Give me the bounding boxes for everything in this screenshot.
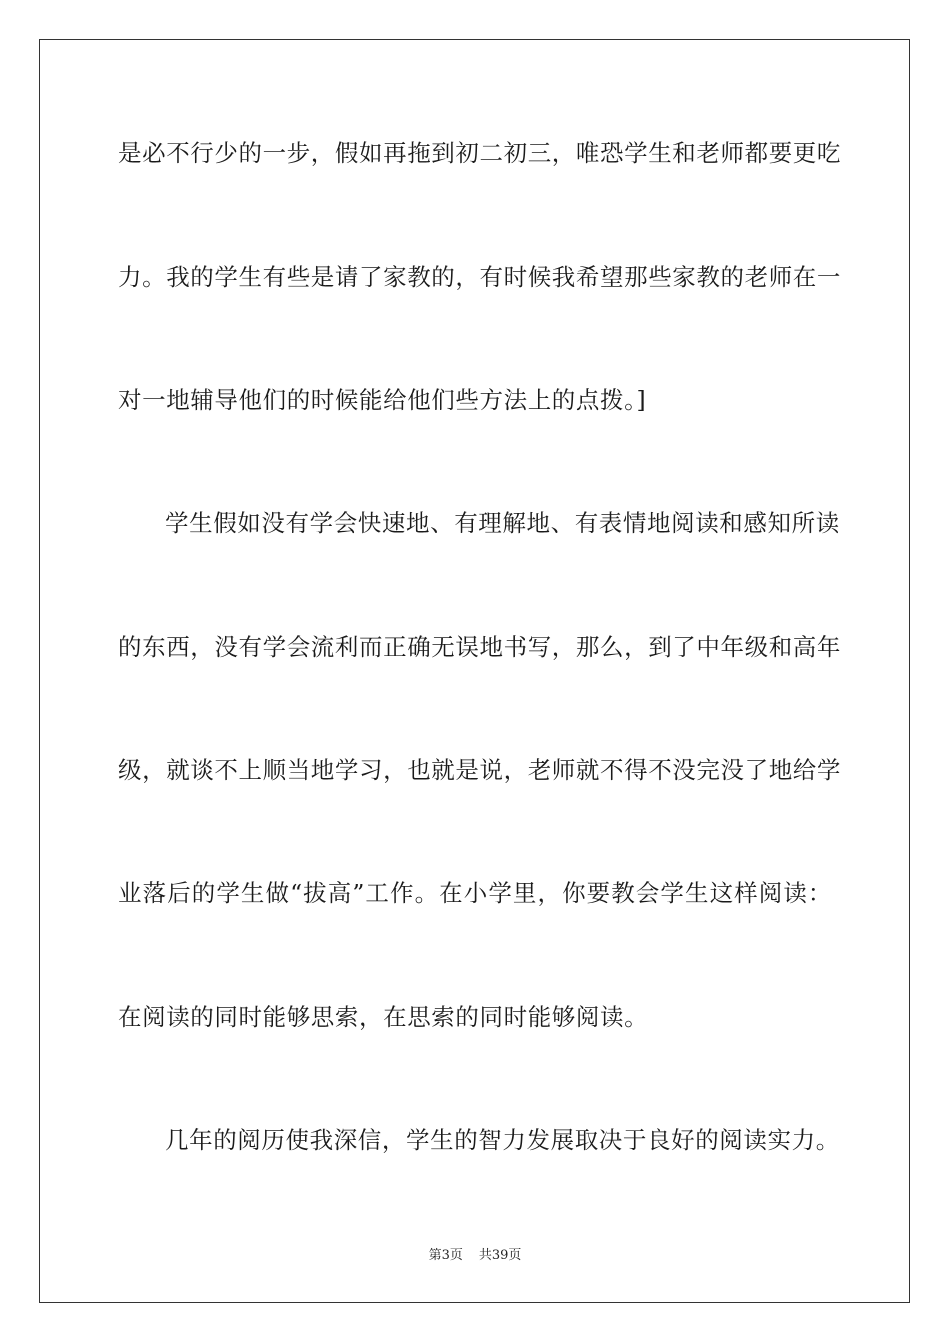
page-number: 第3页	[428, 1248, 463, 1263]
text-line-3: 对一地辅导他们的时候能给他们些方法上的点拨。]	[118, 386, 647, 414]
text-line-2: 力。我的学生有些是请了家教的，有时候我希望那些家教的老师在一	[118, 263, 841, 291]
paragraph-2-line-2: 的东西，没有学会流利而正确无误地书写，那么，到了中年级和高年	[118, 633, 841, 661]
paragraph-3-line-1: 几年的阅历使我深信，学生的智力发展取决于良好的阅读实力。	[165, 1126, 840, 1154]
page-footer	[0, 1247, 950, 1265]
paragraph-2-line-5: 在阅读的同时能够思索，在思索的同时能够阅读。	[118, 1003, 649, 1031]
paragraph-2-line-3: 级，就谈不上顺当地学习，也就是说，老师就不得不没完没了地给学	[118, 756, 841, 784]
page-border	[39, 39, 910, 1303]
paragraph-2-line-1: 学生假如没有学会快速地、有理解地、有表情地阅读和感知所读	[165, 509, 840, 537]
total-pages: 共39页	[478, 1248, 522, 1263]
text-line-1: 是必不行少的一步，假如再拖到初二初三，唯恐学生和老师都要更吃	[118, 139, 841, 167]
paragraph-2-line-4: 业落后的学生做“拔高”工作。在小学里，你要教会学生这样阅读：	[118, 879, 832, 907]
